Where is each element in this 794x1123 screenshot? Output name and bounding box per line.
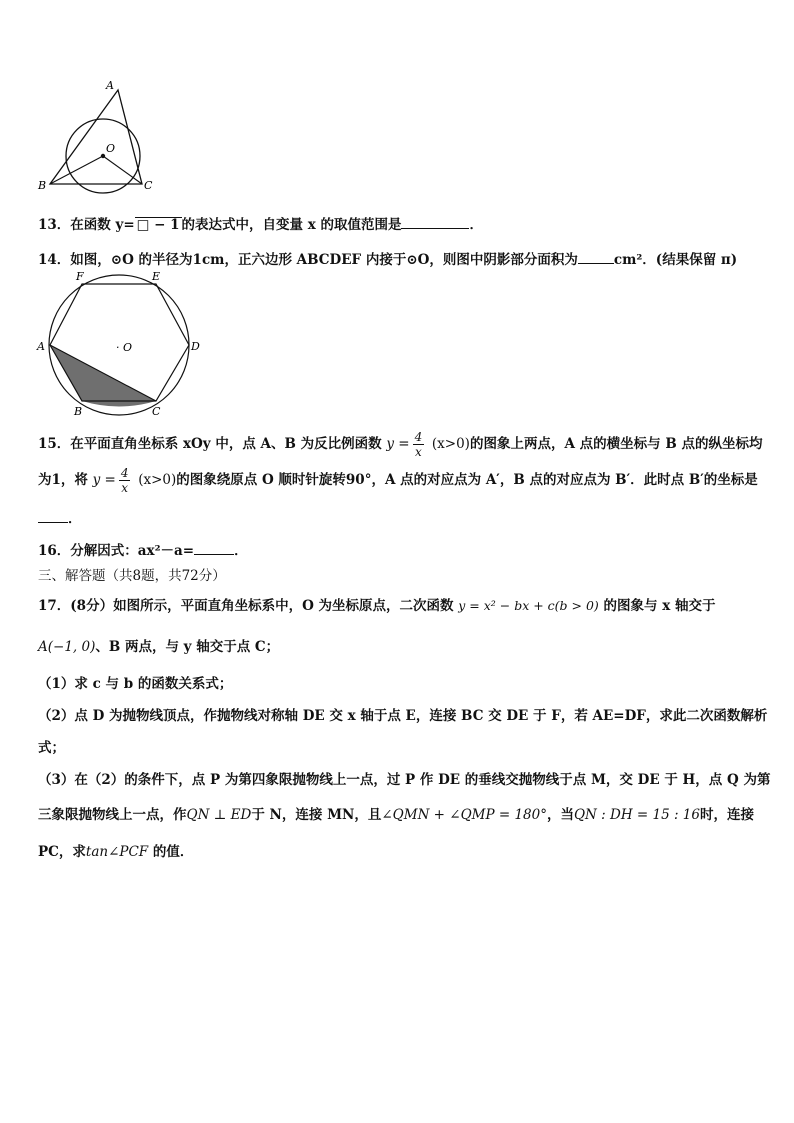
fraction-4-over-x: $\frac{4}{x}$ bbox=[414, 430, 423, 459]
answer-blank-16[interactable] bbox=[194, 540, 234, 555]
label-o: · O bbox=[116, 341, 133, 354]
question-17-line-2: A(−1, 0)、B 两点，与 y 轴交于点 C； bbox=[38, 639, 280, 655]
quadratic-equation: y = x² − bx + c(b > 0) bbox=[458, 598, 599, 613]
label-c: C bbox=[152, 405, 161, 418]
figure-circle-triangle bbox=[30, 76, 160, 196]
triangle-abc bbox=[50, 90, 142, 184]
question-17-part-2: （2）点 D 为抛物线顶点，作抛物线对称轴 DE 交 x 轴于点 E，连接 BC 交 DE 于 F，若 AE=DF，求此二次函数解析 bbox=[38, 708, 768, 724]
center-dot bbox=[101, 154, 105, 158]
shaded-arc-segment bbox=[82, 401, 156, 407]
label-c: C bbox=[144, 179, 153, 192]
question-17-line-1: 17．(8分）如图所示，平面直角坐标系中，O 为坐标原点，二次函数 y = x² − bx + c(b > 0) 的图象与 x 轴交于 bbox=[38, 598, 716, 614]
question-17-part-3-line-2: 三象限抛物线上一点，作QN ⊥ ED于 N，连接 MN，且∠QMN + ∠QMP = 180°，当QN : DH = 15 : 16时，连接 bbox=[38, 807, 754, 823]
answer-blank-15[interactable] bbox=[38, 508, 68, 523]
point-a-coord: A(−1, 0) bbox=[38, 639, 96, 655]
label-b: B bbox=[74, 405, 83, 418]
label-b: B bbox=[38, 179, 47, 192]
segment-ob bbox=[50, 156, 103, 184]
question-16: 16．分解因式：ax²－a= ． bbox=[38, 540, 248, 561]
question-13: 13．在函数 y= □ − 1 的表达式中，自变量 x 的取值范围是 ． bbox=[38, 214, 483, 235]
answer-blank-14[interactable] bbox=[578, 249, 614, 264]
question-15-line-1: 15．在平面直角坐标系 xOy 中，点 A、B 为反比例函数 y = $\frac{4}{x}$ (x>0)的图象上两点，A 点的横坐标与 B 点的纵坐标均 bbox=[38, 430, 763, 459]
label-a: A bbox=[37, 340, 45, 353]
question-17-part-3: （3）在（2）的条件下，点 P 为第四象限抛物线上一点，过 P 作 DE 的垂线交抛物线于点 M，交 DE 于 H，点 Q 为第 bbox=[38, 772, 771, 788]
label-a: A bbox=[106, 79, 114, 92]
question-17-part-3-line-3: PC，求tan∠PCF 的值． bbox=[38, 844, 194, 860]
answer-blank-13[interactable] bbox=[401, 214, 469, 229]
label-f: F bbox=[76, 270, 84, 283]
question-17-part-2-cont: 式； bbox=[38, 740, 65, 756]
figure-hexagon-circle bbox=[34, 270, 209, 418]
question-15-line-3: ． bbox=[38, 508, 82, 529]
label-d: D bbox=[191, 340, 200, 353]
question-15-line-2: 为1，将 y = $\frac{4}{x}$ (x>0)的图象绕原点 O 顺时针旋转90°，A 点的对应点为 A′，B 点的对应点为 B′．此时点 B′的坐标是 bbox=[38, 466, 758, 495]
label-e: E bbox=[152, 270, 161, 283]
label-o: O bbox=[106, 142, 116, 155]
fraction-4-over-x-2: $\frac{4}{x}$ bbox=[120, 466, 129, 495]
question-14: 14．如图，⊙O 的半径为1cm，正六边形 ABCDEF 内接于⊙O，则图中阴影部分面积为 cm²．(结果保留 π) bbox=[38, 249, 737, 270]
question-17-part-1: （1）求 c 与 b 的函数关系式； bbox=[38, 676, 233, 692]
sqrt-expression: □ − 1 bbox=[136, 217, 180, 233]
section-heading: 三、解答题（共8题，共72分） bbox=[38, 568, 226, 584]
